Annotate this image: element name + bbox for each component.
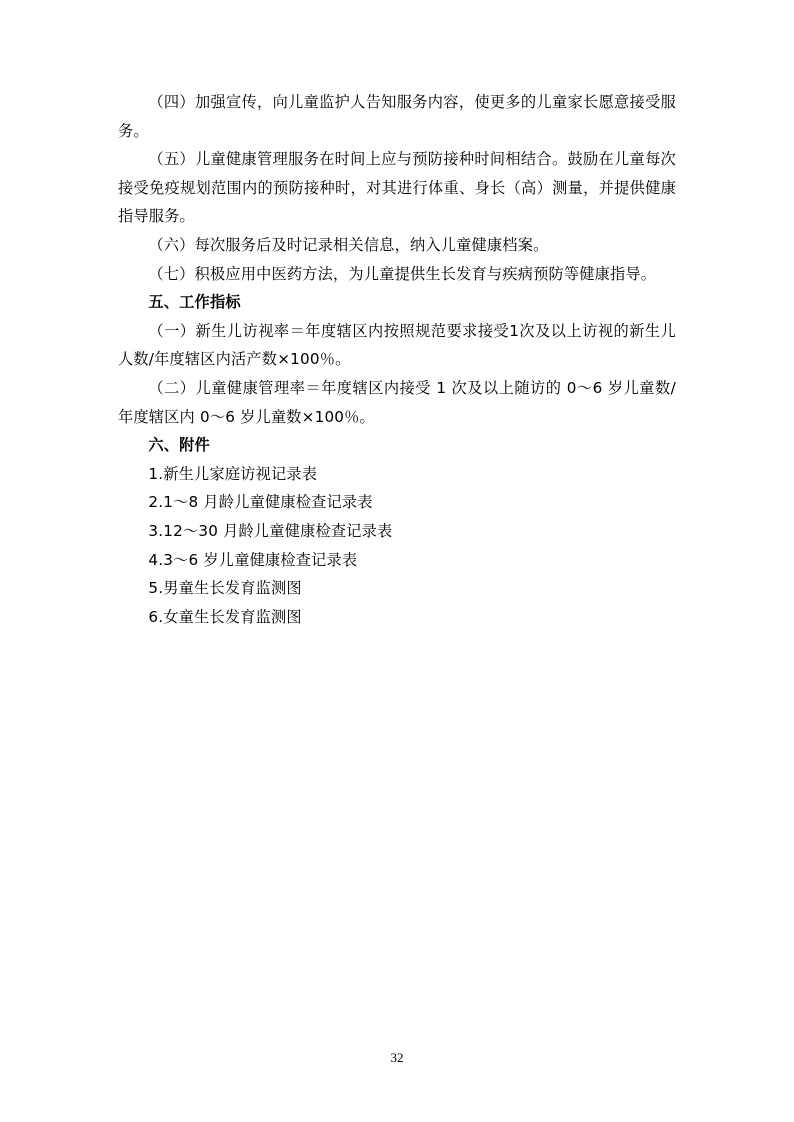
paragraph-indicator-2: （二）儿童健康管理率＝年度辖区内接受 1 次及以上随访的 0～6 岁儿童数/年度辖区内 0～6 岁儿童数×100％。 [118, 378, 677, 426]
paragraph-item-6: （六）每次服务后及时记录相关信息，纳入儿童健康档案。 [148, 235, 549, 254]
paragraph-item-7: （七）积极应用中医药方法，为儿童提供生长发育与疾病预防等健康指导。 [148, 264, 657, 283]
attachment-list-item: 5.男童生长发育监测图 [148, 579, 302, 598]
attachment-list-item: 1.新生儿家庭访视记录表 [148, 464, 318, 483]
attachment-list-item: 6.女童生长发育监测图 [148, 607, 302, 626]
document-body [118, 88, 676, 631]
attachment-list-item: 2.1～8 月龄儿童健康检查记录表 [148, 493, 373, 512]
paragraph-item-5: （五）儿童健康管理服务在时间上应与预防接种时间相结合。鼓励在儿童每次接受免疫规划范围内的预防接种时，对其进行体重、身长（高）测量，并提供健康指导服务。 [118, 150, 676, 226]
section-heading-attachments: 六、附件 [148, 436, 210, 455]
page-number: 32 [390, 1050, 404, 1065]
attachment-list-item: 4.3～6 岁儿童健康检查记录表 [148, 550, 358, 569]
attachment-list-item: 3.12～30 月龄儿童健康检查记录表 [148, 521, 393, 540]
paragraph-indicator-1: （一）新生儿访视率＝年度辖区内按照规范要求接受1次及以上访视的新生儿人数/年度辖区内活产数×100％。 [118, 321, 676, 369]
paragraph-item-4: （四）加强宣传，向儿童监护人告知服务内容，使更多的儿童家长愿意接受服务。 [118, 93, 676, 140]
section-heading-work-indicators: 五、工作指标 [148, 293, 241, 312]
